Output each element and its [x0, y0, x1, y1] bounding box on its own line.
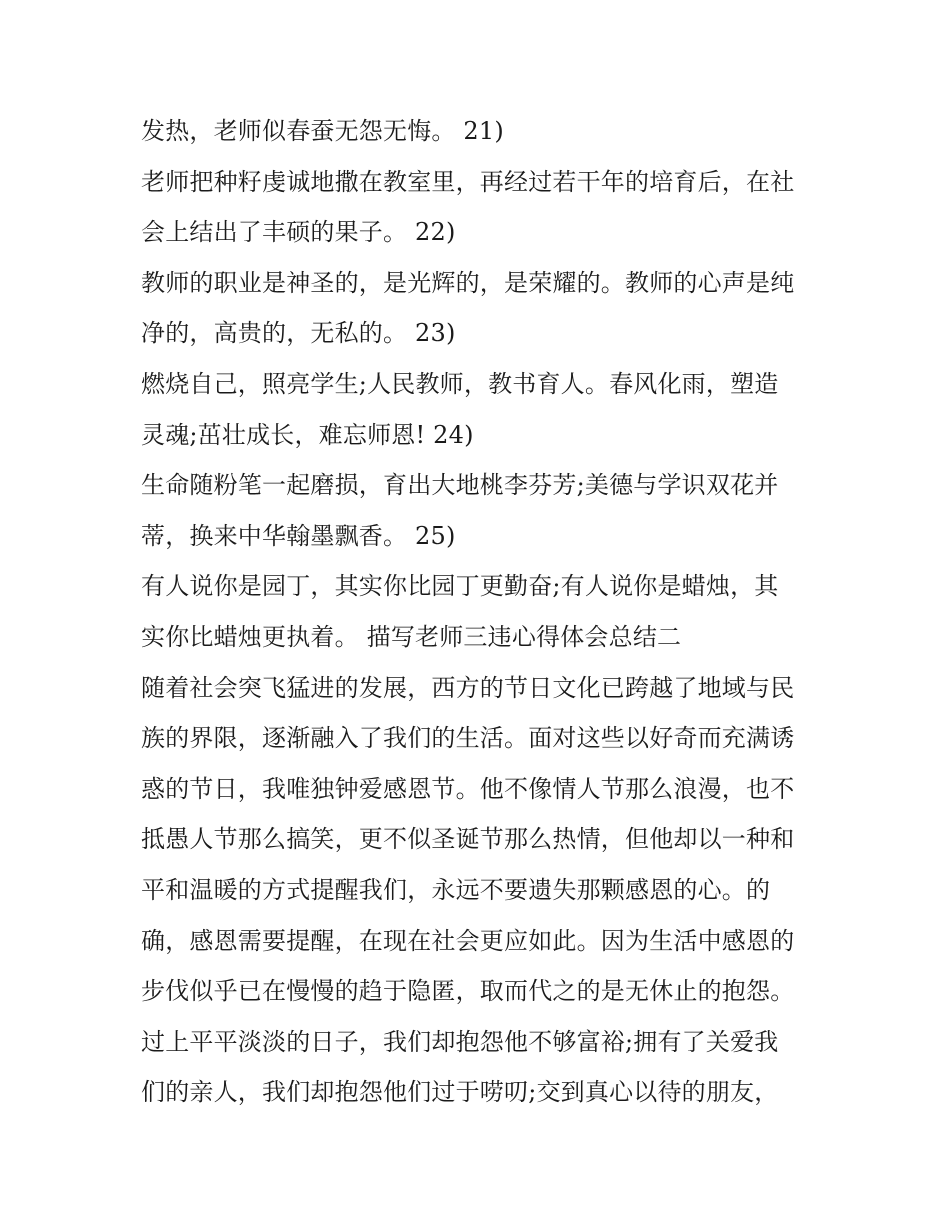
text-line: 确，感恩需要提醒，在现在社会更应如此。因为生活中感恩的 [141, 926, 795, 955]
text-line: 教师的职业是神圣的，是光辉的，是荣耀的。教师的心声是纯 [141, 268, 795, 297]
text-line: 有人说你是园丁，其实你比园丁更勤奋;有人说你是蜡烛，其 [141, 572, 779, 601]
document-body [141, 106, 831, 1118]
text-line: 抵愚人节那么搞笑，更不似圣诞节那么热情，但他却以一种和 [141, 825, 795, 854]
text-line: 燃烧自己，照亮学生;人民教师，教书育人。春风化雨，塑造 [141, 369, 779, 398]
text-line: 老师把种籽虔诚地撒在教室里，再经过若干年的培育后，在社 [141, 167, 795, 196]
text-line: 实你比蜡烛更执着。 描写老师三违心得体会总结二 [141, 622, 682, 651]
text-line: 族的界限，逐渐融入了我们的生活。面对这些以好奇而充满诱 [141, 724, 795, 753]
text-line: 会上结出了丰硕的果子。 22) [141, 218, 456, 247]
text-line: 随着社会突飞猛进的发展，西方的节日文化已跨越了地域与民 [141, 673, 795, 702]
text-line: 过上平平淡淡的日子，我们却抱怨他不够富裕;拥有了关爱我 [141, 1027, 779, 1056]
text-line: 灵魂;茁壮成长，难忘师恩! 24) [141, 420, 474, 449]
text-line: 平和温暖的方式提醒我们，永远不要遗失那颗感恩的心。的 [141, 875, 771, 904]
text-line: 们的亲人，我们却抱怨他们过于唠叨;交到真心以待的朋友， [141, 1078, 779, 1107]
text-line: 生命随粉笔一起磨损，育出大地桃李芬芳;美德与学识双花并 [141, 471, 779, 500]
text-line: 发热，老师似春蚕无怨无悔。 21) [141, 117, 504, 145]
text-line: 步伐似乎已在慢慢的趋于隐匿，取而代之的是无休止的抱怨。 [141, 977, 795, 1006]
text-line: 蒂，换来中华翰墨飘香。 25) [141, 521, 456, 550]
text-line: 净的，高贵的，无私的。 23) [141, 319, 456, 348]
text-line: 惑的节日，我唯独钟爱感恩节。他不像情人节那么浪漫，也不 [141, 774, 795, 803]
